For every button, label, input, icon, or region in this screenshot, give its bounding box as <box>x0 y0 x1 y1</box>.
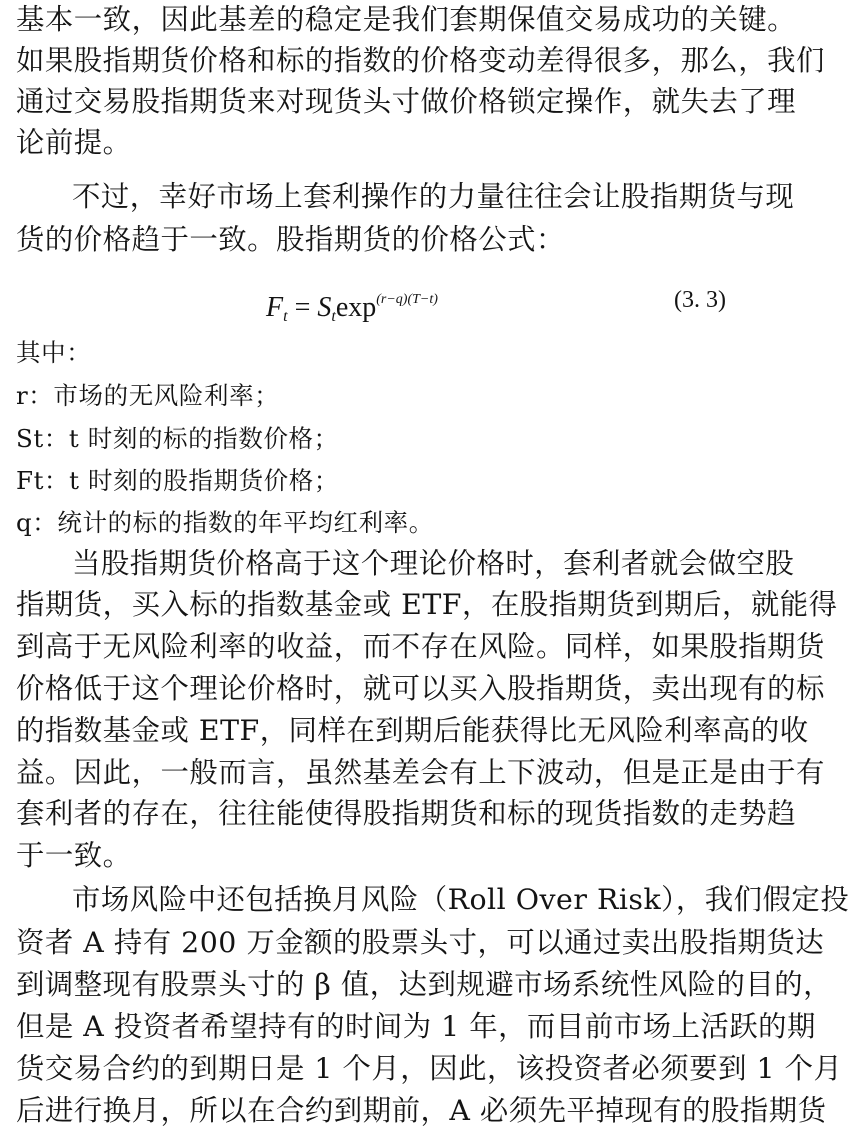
text-line: 套利者的存在，往往能使得股指期货和标的现货指数的走势趋 <box>16 797 797 830</box>
text-line: 到调整现有股票头寸的 β 值，达到规避市场系统性风险的目的， <box>16 968 833 1001</box>
text-line: 价格低于这个理论价格时，就可以买入股指期货，卖出现有的标 <box>16 672 825 705</box>
equation-number: (3. 3) <box>674 287 726 313</box>
text-line: 于一致。 <box>16 839 132 872</box>
text-line: 货交易合约的到期日是 1 个月，因此，该投资者必须要到 1 个月 <box>16 1052 843 1085</box>
formula-equals: = <box>287 292 318 323</box>
formula-exp: exp <box>335 292 377 323</box>
formula-rhs: S <box>317 292 332 323</box>
text-line: 指期货，买入标的指数基金或 ETF，在股指期货到期后，就能得 <box>16 588 838 621</box>
text-line: 市场风险中还包括换月风险（Roll Over Risk），我们假定投 <box>72 883 849 916</box>
text-line: 货的价格趋于一致。股指期货的价格公式： <box>16 223 565 256</box>
text-line: 通过交易股指期货来对现货头寸做价格锁定操作，就失去了理 <box>16 85 797 118</box>
text-line: 不过，幸好市场上套利操作的力量往往会让股指期货与现 <box>72 180 795 213</box>
formula-exponent: (r−q)(T−t) <box>376 292 438 307</box>
text-line: 论前提。 <box>16 126 132 159</box>
text-line: 益。因此，一般而言，虽然基差会有上下波动，但是正是由于有 <box>16 756 825 789</box>
definitions-intro: 其中： <box>16 338 92 367</box>
formula-lhs-subscript: t <box>283 308 288 325</box>
text-line: 如果股指期货价格和标的指数的价格变动差得很多，那么，我们 <box>16 44 825 77</box>
definition-item: q：统计的标的指数的年平均红利率。 <box>16 508 434 537</box>
text-line: 基本一致，因此基差的稳定是我们套期保值交易成功的关键。 <box>16 3 797 36</box>
formula-rhs-subscript: t <box>331 308 336 325</box>
text-line: 当股指期货价格高于这个理论价格时，套利者就会做空股 <box>72 547 795 580</box>
definition-item: Ft：t 时刻的股指期货价格； <box>16 466 339 495</box>
text-line: 的指数基金或 ETF，同样在到期后能获得比无风险利率高的收 <box>16 714 809 747</box>
text-line: 但是 A 投资者希望持有的时间为 1 年，而目前市场上活跃的期 <box>16 1010 816 1043</box>
text-line: 后进行换月，所以在合约到期前，A 必须先平掉现有的股指期货 <box>16 1094 827 1127</box>
formula-lhs: F <box>266 292 284 323</box>
definition-item: St：t 时刻的标的指数价格； <box>16 424 339 453</box>
pricing-formula <box>266 280 438 337</box>
definition-item: r：市场的无风险利率； <box>16 381 280 410</box>
text-line: 到高于无风险利率的收益，而不存在风险。同样，如果股指期货 <box>16 630 825 663</box>
text-line: 资者 A 持有 200 万金额的股票头寸，可以通过卖出股指期货达 <box>16 926 825 959</box>
